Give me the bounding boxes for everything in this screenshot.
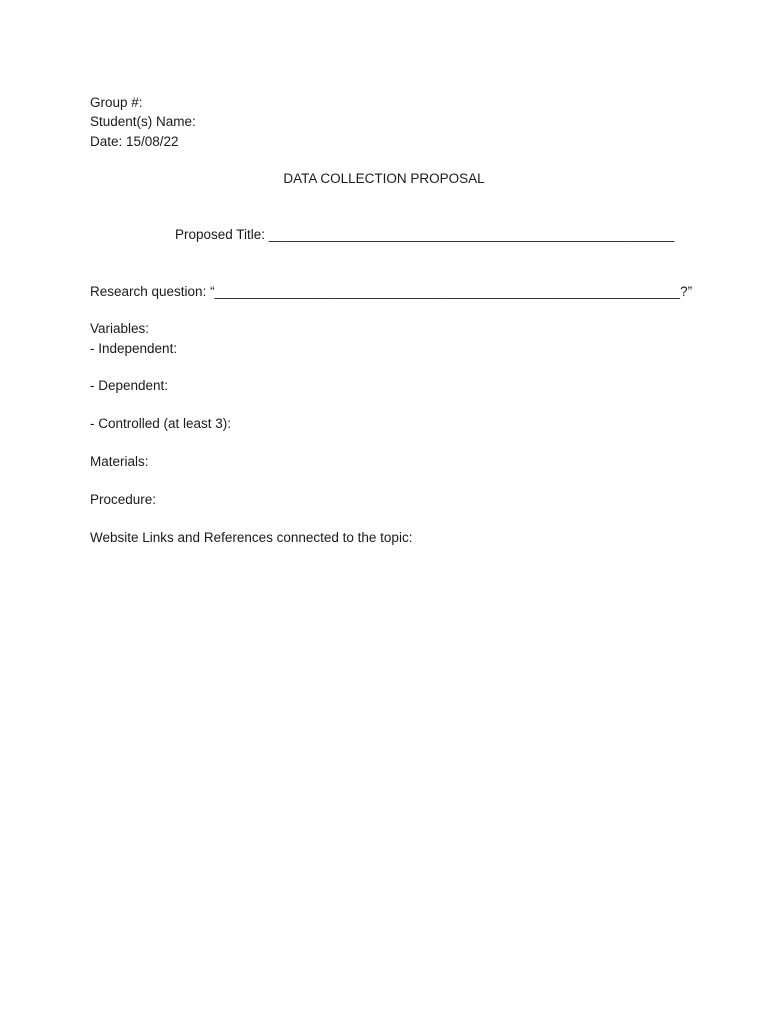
document-title: DATA COLLECTION PROPOSAL <box>283 171 485 186</box>
dependent-variable-label: - Dependent: <box>90 378 169 393</box>
materials-label: Materials: <box>90 454 149 469</box>
student-name-label: Student(s) Name: <box>90 114 196 129</box>
independent-variable-label: - Independent: <box>90 341 178 356</box>
date-label: Date: 15/08/22 <box>90 134 179 149</box>
research-question-line: Research question: “______________________________________________________________?” <box>90 284 693 299</box>
controlled-variables-label: - Controlled (at least 3): <box>90 416 232 431</box>
references-label: Website Links and References connected to the topic: <box>90 530 413 545</box>
proposed-title-line: Proposed Title: ______________________________________________________ <box>175 227 675 242</box>
group-number-label: Group #: <box>90 95 143 110</box>
procedure-label: Procedure: <box>90 492 157 507</box>
variables-heading: Variables: <box>90 321 150 336</box>
